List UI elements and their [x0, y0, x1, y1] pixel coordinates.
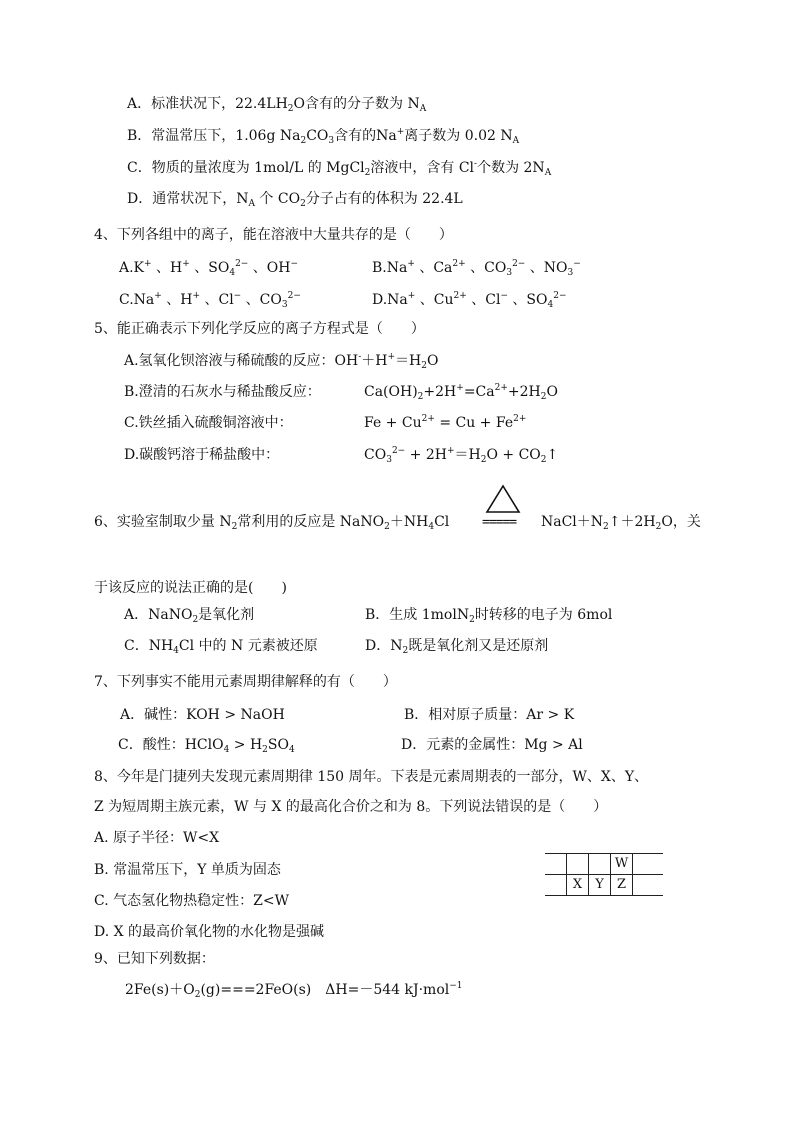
- q5-option-b-label: B.澄清的石灰水与稀盐酸反应：: [124, 384, 321, 400]
- subscript: A: [248, 199, 255, 209]
- text-run: > H: [229, 737, 263, 753]
- text-run: 、SO: [189, 260, 230, 276]
- q5-option-b-equation: [364, 383, 558, 401]
- text-run: Cl 中的 N 元素被还原: [178, 638, 318, 654]
- superscript: 2+: [452, 259, 466, 269]
- superscript: 2+: [421, 414, 435, 424]
- text-run: C.Na: [119, 292, 155, 308]
- text-run: 时转移的电子为 6mol: [474, 607, 613, 623]
- superscript: +: [192, 291, 201, 301]
- q3-option-a: [127, 95, 426, 113]
- q8-option-d: D. X 的最高价氧化物的水化物是强碱: [94, 924, 325, 940]
- text-run: D.Na: [372, 292, 408, 308]
- text-run: ＝H: [395, 353, 422, 369]
- q8-stem-line1: 8、今年是门捷列夫发现元素周期律 150 周年。下表是元素周期表的一部分，W、X、Y、: [94, 769, 649, 785]
- subscript: 2: [603, 522, 609, 532]
- superscript: +: [144, 259, 152, 269]
- superscript: -: [358, 352, 362, 362]
- periodic-table-cell: [545, 875, 567, 896]
- subscript: 3: [567, 268, 574, 278]
- text-run: NaCl＋N: [541, 514, 604, 530]
- text-run: D．通常状况下，N: [127, 191, 249, 207]
- text-run: C．酸性：HClO: [118, 737, 224, 753]
- subscript: 4: [547, 300, 554, 310]
- subscript: 2: [540, 392, 547, 402]
- text-run: 、Cl: [466, 292, 501, 308]
- periodic-table-fragment: [545, 853, 663, 896]
- subscript: 2: [421, 361, 428, 371]
- q8-option-c: C. 气态氢化物热稳定性：Z<W: [94, 893, 289, 909]
- subscript: 2: [469, 615, 475, 625]
- q5-option-d-equation: [364, 446, 558, 464]
- text-run: 含有的Na: [334, 128, 397, 144]
- q6-stem-part1: [94, 513, 449, 531]
- subscript: A: [419, 104, 427, 114]
- text-run: 、Cl: [200, 292, 234, 308]
- q4-option-a: [119, 259, 298, 277]
- text-run: 既是氧化剂又是还原剂: [408, 638, 549, 654]
- text-run: 、H: [151, 260, 183, 276]
- periodic-table-cell: Y: [589, 875, 611, 896]
- superscript: −: [500, 291, 508, 301]
- superscript: 2+: [513, 414, 527, 424]
- text-run: ＝H: [454, 447, 481, 463]
- text-run: + 2H: [405, 447, 447, 463]
- q5-stem: 5、能正确表示下列化学反应的离子方程式是（ ）: [94, 321, 425, 337]
- superscript: +: [154, 291, 162, 301]
- subscript: 2: [300, 199, 306, 209]
- subscript: 4: [229, 268, 236, 278]
- subscript: 2: [402, 646, 409, 656]
- subscript: 2: [480, 455, 487, 465]
- text-run: 分子占有的体积为 22.4L: [305, 191, 463, 207]
- q8-stem-line2: Z 为短周期主族元素，W 与 X 的最高化合价之和为 8。下列说法错误的是（ ）: [94, 799, 608, 815]
- superscript: 2+: [494, 383, 508, 393]
- reaction-equals-sign: =====: [482, 515, 517, 530]
- q7-option-a: A．碱性：KOH > NaOH: [120, 707, 285, 723]
- text-run: 、Cu: [415, 292, 454, 308]
- subscript: 3: [328, 136, 335, 146]
- text-run: 个数为 2N: [477, 160, 545, 176]
- text-run: B．常温常压下，1.06g Na: [127, 128, 301, 144]
- superscript: −: [233, 291, 242, 301]
- text-run: 常利用的反应是 NaNO: [237, 514, 385, 530]
- periodic-table-cell: [545, 854, 567, 875]
- q3-option-c: [127, 159, 551, 177]
- text-run: +2H: [507, 384, 541, 400]
- text-run: ＋H: [361, 353, 388, 369]
- text-run: O: [546, 384, 558, 400]
- q4-option-b: [372, 259, 581, 277]
- periodic-table-cell: W: [611, 854, 633, 875]
- text-run: (g)===2FeO(s) ΔH=－544 kJ·mol: [200, 982, 450, 998]
- superscript: +: [407, 291, 416, 301]
- q7-stem: 7、下列事实不能用元素周期律解释的有（ ）: [94, 674, 397, 690]
- superscript: 2−: [512, 259, 526, 269]
- text-run: O: [427, 353, 439, 369]
- superscript: 2−: [553, 291, 567, 301]
- text-run: ＋NH: [389, 514, 429, 530]
- text-run: 、OH: [248, 260, 291, 276]
- q6-option-a: [124, 606, 254, 624]
- periodic-table-row: [545, 854, 663, 875]
- q5-option-d-label: D.碳酸钙溶于稀盐酸中：: [124, 447, 280, 463]
- text-run: A.K: [119, 260, 145, 276]
- q4-option-d: [372, 291, 567, 309]
- subscript: A: [512, 136, 520, 146]
- text-run: 、H: [161, 292, 193, 308]
- text-run: 是氧化剂: [198, 607, 255, 623]
- q6-stem-line2: 于该反应的说法正确的是( ): [94, 580, 287, 596]
- q4-stem: 4、下列各组中的离子，能在溶液中大量共存的是（ ）: [94, 227, 453, 243]
- q3-option-b: [127, 127, 519, 145]
- q4-option-c: [119, 291, 301, 309]
- periodic-table-cell: X: [567, 875, 589, 896]
- text-run: = Cu + Fe: [434, 415, 514, 431]
- superscript: −: [290, 259, 299, 269]
- text-run: SO: [267, 737, 289, 753]
- text-run: C．NH: [124, 638, 174, 654]
- text-run: 、Ca: [414, 260, 453, 276]
- text-run: A.氢氧化钡溶液与稀硫酸的反应：OH: [124, 353, 359, 369]
- subscript: 2: [655, 522, 662, 532]
- text-run: B.Na: [372, 260, 408, 276]
- text-run: 6、实验室制取少量 N: [94, 514, 232, 530]
- superscript: −1: [449, 981, 463, 991]
- subscript: A: [544, 168, 552, 178]
- q8-option-b: B. 常温常压下，Y 单质为固态: [94, 862, 281, 878]
- superscript: 2−: [287, 291, 301, 301]
- subscript: 2: [364, 168, 371, 178]
- text-run: Cl: [434, 514, 450, 530]
- text-run: D．N: [365, 638, 403, 654]
- text-run: Fe + Cu: [364, 415, 422, 431]
- q9-stem: 9、已知下列数据：: [94, 951, 215, 967]
- q5-option-a: [124, 352, 439, 370]
- subscript: 3: [281, 300, 288, 310]
- q5-option-c-equation: [364, 414, 526, 432]
- text-run: +2H: [423, 384, 457, 400]
- q7-option-d: D．元素的金属性：Mg > Al: [401, 737, 583, 753]
- text-run: ↑: [546, 447, 559, 463]
- superscript: +: [407, 259, 415, 269]
- text-run: 2Fe(s)＋O: [125, 982, 195, 998]
- text-run: B．生成 1molN: [365, 607, 470, 623]
- subscript: 3: [386, 455, 392, 465]
- text-run: O，关: [661, 514, 701, 530]
- q6-option-c: [124, 637, 318, 655]
- subscript: 2: [300, 136, 307, 146]
- text-run: 、CO: [465, 260, 507, 276]
- superscript: 2+: [453, 291, 467, 301]
- text-run: =Ca: [463, 384, 495, 400]
- text-run: 、CO: [241, 292, 282, 308]
- subscript: 4: [173, 646, 179, 656]
- superscript: +: [446, 446, 455, 456]
- q8-option-a: A. 原子半径：W<X: [94, 830, 220, 846]
- text-run: 个 CO: [254, 191, 301, 207]
- text-run: CO: [306, 128, 329, 144]
- periodic-table-cell: [633, 875, 664, 896]
- q9-equation: [125, 981, 463, 999]
- superscript: +: [182, 259, 190, 269]
- heat-triangle-icon: [485, 484, 521, 514]
- superscript: 2−: [391, 446, 406, 456]
- q6-option-d: [365, 637, 548, 655]
- text-run: A．标准状况下，22.4LH: [127, 96, 288, 112]
- text-run: 、SO: [507, 292, 548, 308]
- subscript: 3: [506, 268, 513, 278]
- periodic-table-cell: [567, 854, 589, 875]
- text-run: CO: [364, 447, 387, 463]
- subscript: 2: [192, 615, 199, 625]
- subscript: 2: [540, 455, 547, 465]
- superscript: +: [396, 127, 405, 137]
- text-run: 溶液中，含有 Cl: [370, 160, 475, 176]
- superscript: +: [456, 383, 464, 393]
- superscript: −: [573, 259, 581, 269]
- text-run: C．物质的量浓度为 1mol/L 的 MgCl: [127, 160, 365, 176]
- periodic-table-cell: [589, 854, 611, 875]
- subscript: 2: [384, 522, 390, 532]
- subscript: 2: [417, 392, 424, 402]
- periodic-table-cell: Z: [611, 875, 633, 896]
- text-run: ↑＋2H: [608, 514, 656, 530]
- subscript: 4: [223, 745, 230, 755]
- text-run: O + CO: [486, 447, 541, 463]
- q7-option-b: B．相对原子质量：Ar > K: [404, 707, 575, 723]
- superscript: +: [387, 352, 396, 362]
- subscript: 2: [231, 522, 238, 532]
- q3-option-d: [127, 190, 463, 208]
- q6-option-b: [365, 606, 612, 624]
- subscript: 2: [287, 104, 294, 114]
- text-run: 离子数为 0.02 N: [404, 128, 513, 144]
- subscript: 2: [194, 990, 201, 1000]
- periodic-table-row: [545, 875, 663, 896]
- q7-option-c: [118, 736, 295, 754]
- q6-stem-part2: [541, 513, 701, 531]
- subscript: 2: [262, 745, 268, 755]
- q5-option-c-label: C.铁丝插入硫酸铜溶液中：: [124, 415, 293, 431]
- superscript: 2−: [235, 259, 249, 269]
- subscript: 4: [428, 522, 435, 532]
- text-run: 、NO: [525, 260, 568, 276]
- subscript: 4: [288, 745, 295, 755]
- text-run: Ca(OH): [364, 384, 418, 400]
- text-run: A．NaNO: [124, 607, 193, 623]
- superscript: -: [474, 159, 478, 169]
- text-run: O含有的分子数为 N: [293, 96, 420, 112]
- periodic-table-cell: [633, 854, 664, 875]
